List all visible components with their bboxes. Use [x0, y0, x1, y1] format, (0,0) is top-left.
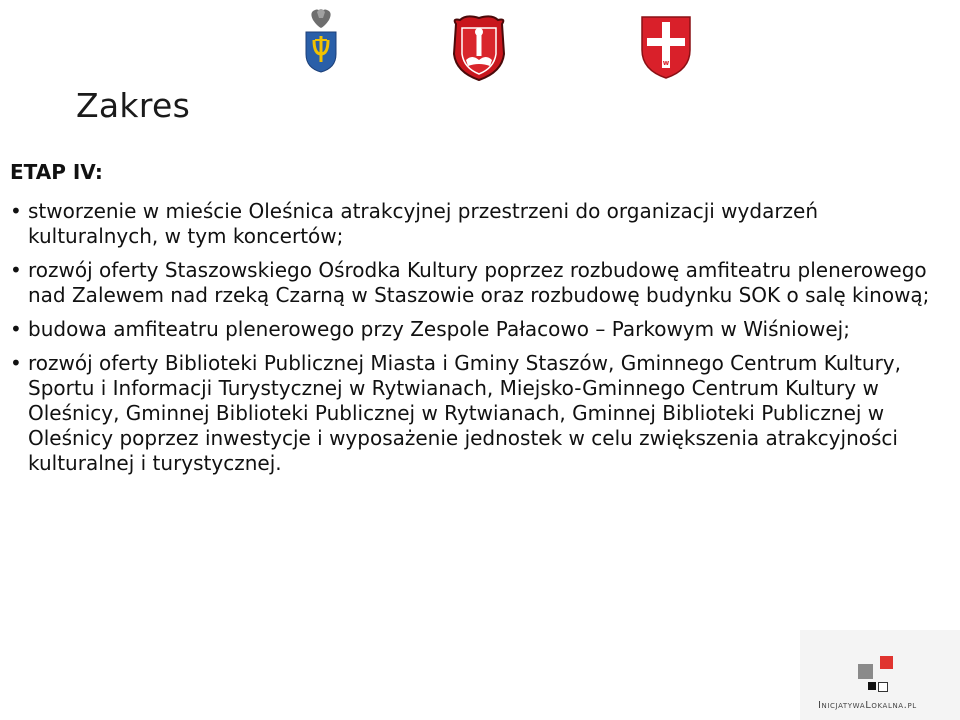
bullet: •	[10, 258, 22, 282]
bullet: •	[10, 199, 22, 223]
list-item	[10, 258, 940, 308]
list-item	[10, 199, 940, 249]
list-item-text: rozwój oferty Biblioteki Publicznej Miasta i Gminy Staszów, Gminnego Centrum Kultury, Sportu i Informacji Turystycznej w Rytwianach, Miejsko-Gminnego Centrum Kultury w Oleśnicy, Gminnej Biblioteki Publicznej w Rytwianach, Gminnej Biblioteki Publicznej w Oleśnicy poprzez inwestycje i wyposażenie jednostek w celu zwiększenia atrakcyjności kulturalnej i turystycznej.	[28, 351, 901, 475]
footer-logo-text: InicjatywaLokalna.pl	[818, 700, 917, 711]
list-item-text: rozwój oferty Staszowskiego Ośrodka Kultury poprzez rozbudowę amfiteatru plenerowego nad Zalewem nad rzeką Czarną w Staszowie oraz rozbudowę budynku SOK o salę kinową;	[28, 258, 930, 307]
slide-content	[10, 160, 940, 485]
bullet: •	[10, 317, 22, 341]
scope-list	[10, 199, 940, 476]
crest-1-icon	[301, 6, 341, 74]
list-item	[10, 351, 940, 476]
list-item-text: stworzenie w mieście Oleśnica atrakcyjnej przestrzeni do organizacji wydarzeń kulturalnych, w tym koncertów;	[28, 199, 819, 248]
list-item	[10, 317, 940, 342]
inicjatywa-logo-icon	[858, 656, 898, 694]
stage-label: ETAP IV:	[10, 160, 103, 184]
bullet: •	[10, 351, 22, 375]
crest-2-icon	[450, 14, 508, 82]
list-item-text: budowa amfiteatru plenerowego przy Zespole Pałacowo – Parkowym w Wiśniowej;	[28, 317, 850, 341]
crest-3-icon	[639, 14, 693, 80]
slide-title: Zakres	[76, 86, 191, 125]
svg-text:w: w	[662, 59, 670, 67]
